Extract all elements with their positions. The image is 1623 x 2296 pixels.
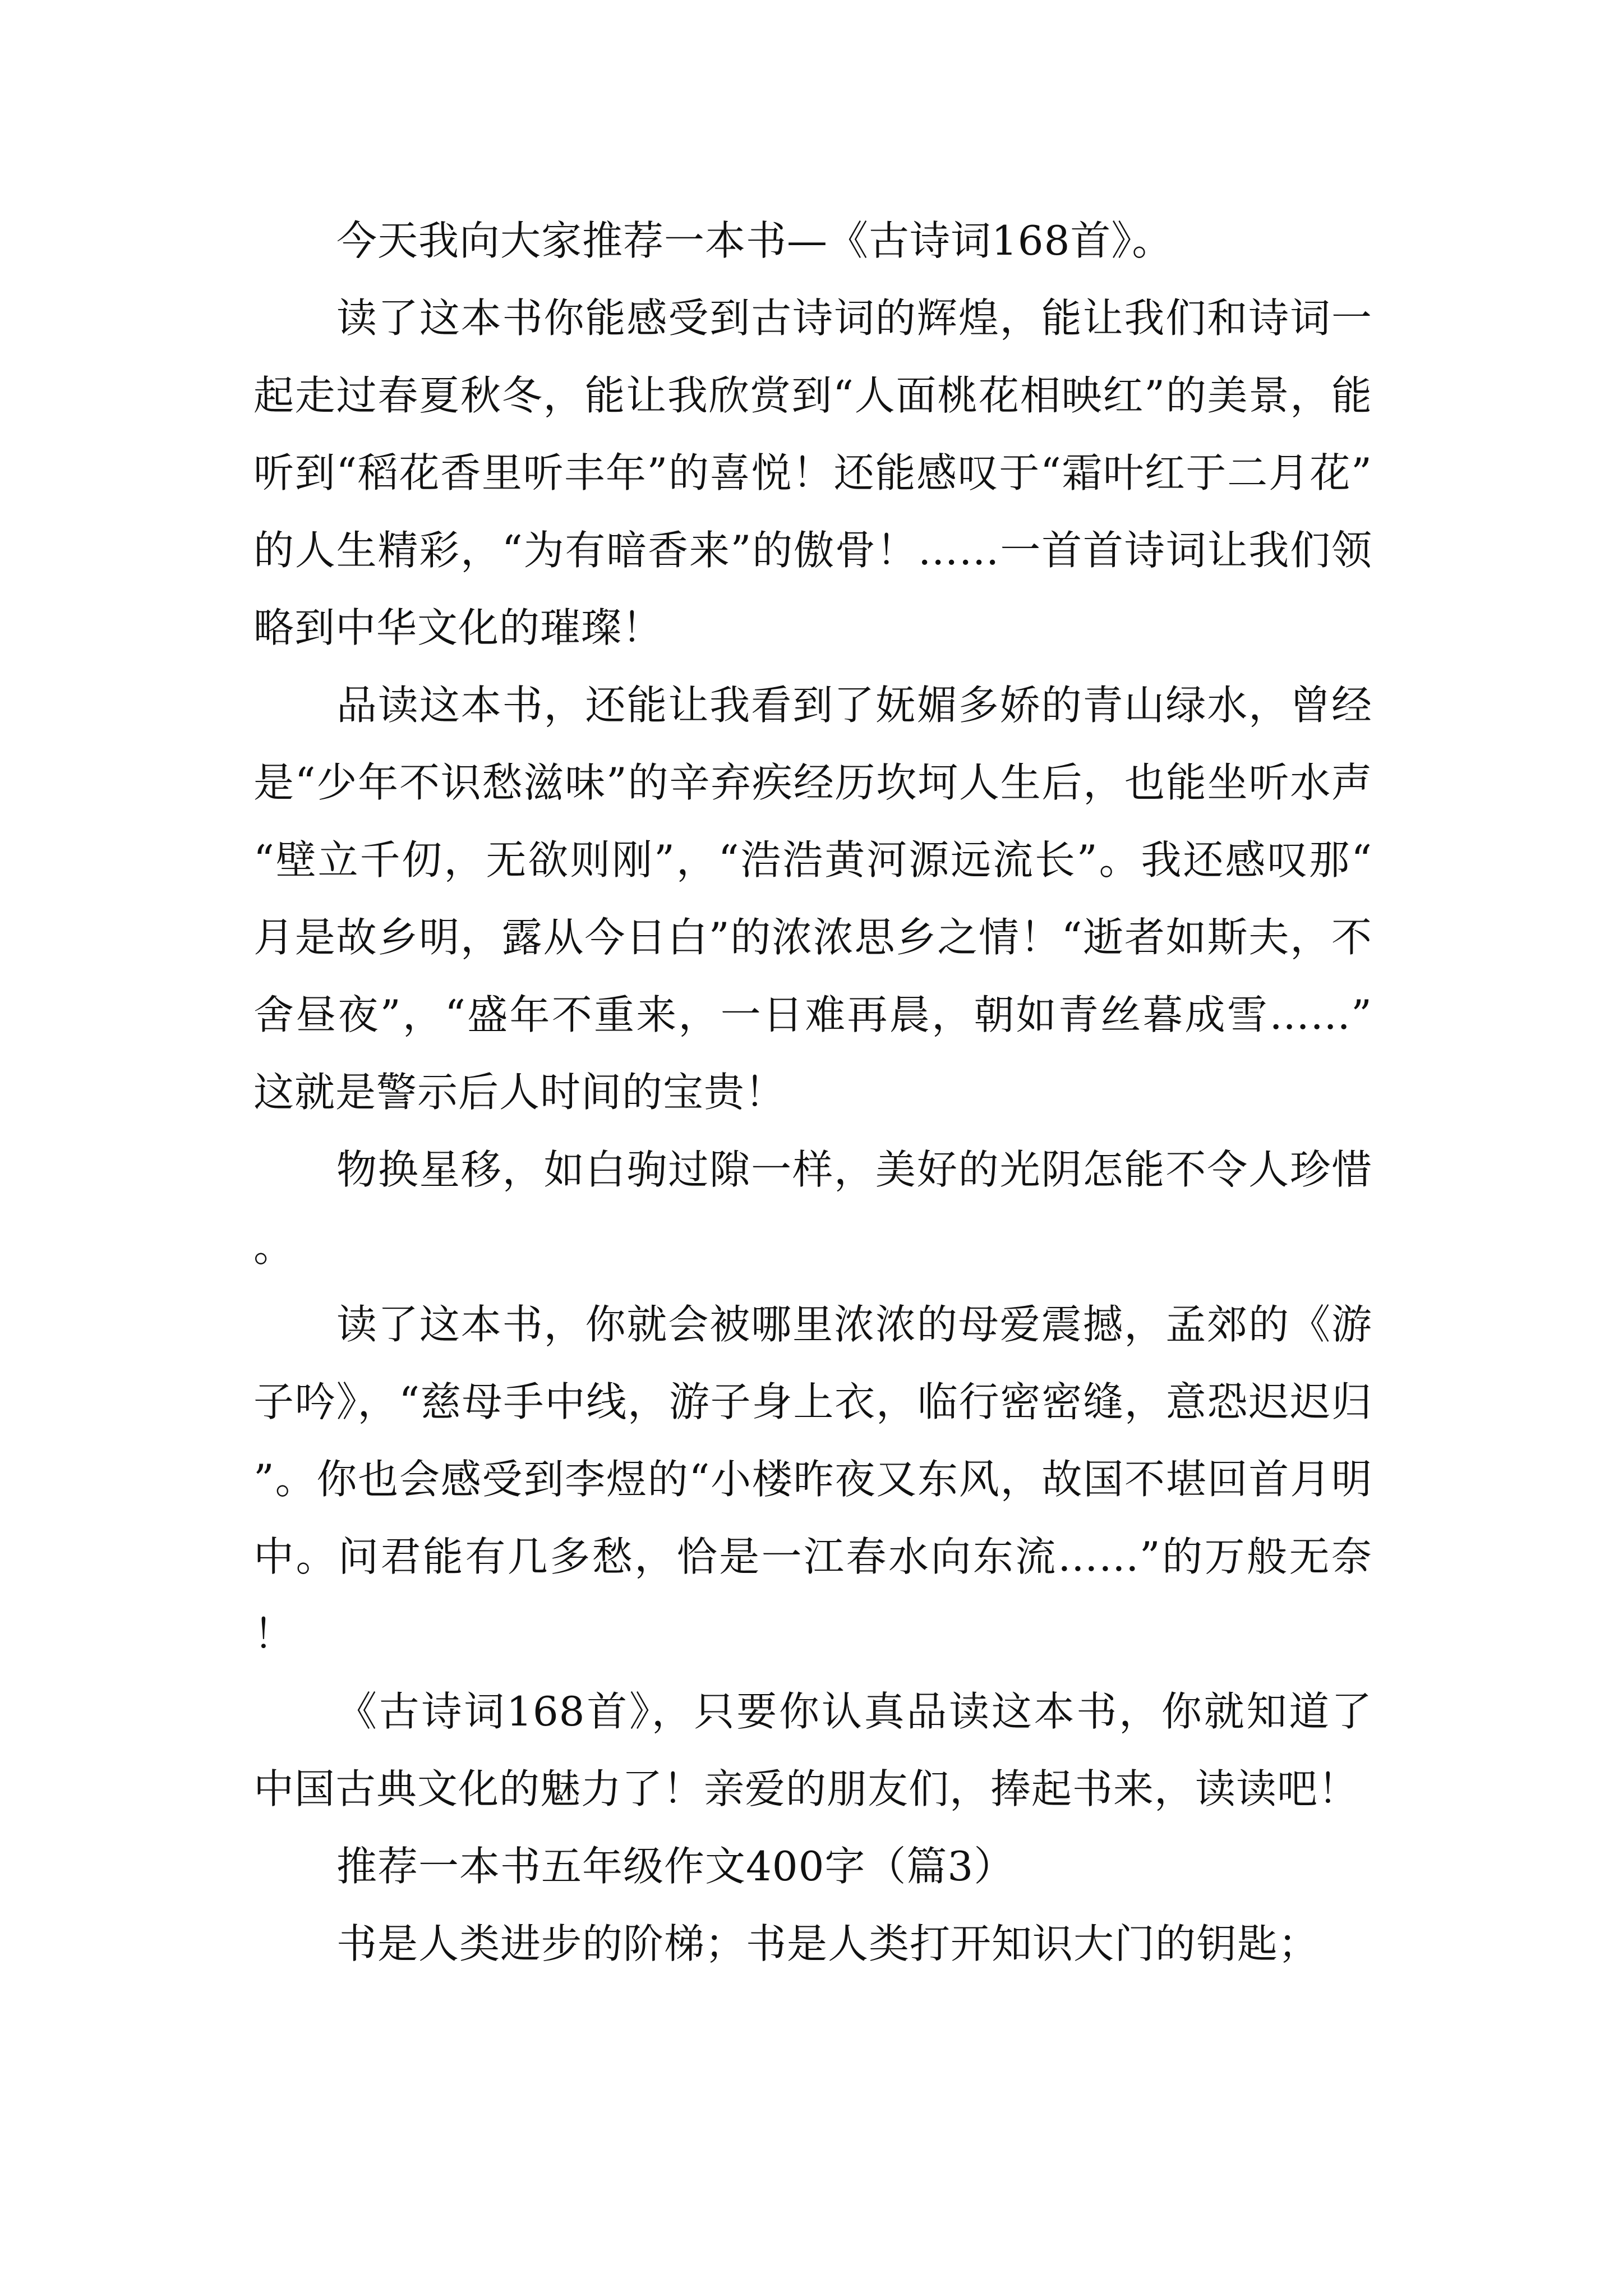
paragraph-intro: 今天我向大家推荐一本书—《古诗词168首》。 [336, 217, 1173, 264]
paragraph-landscape: 品读这本书，还能让我看到了妩媚多娇的青山绿水，曾经是“少年不识愁滋味”的辛弃疾经历坎坷人生后，也能坐听水声“壁立千仞，无欲则刚”，“浩浩黄河源远流长”。我还感叹那“月是故乡明，露从今日白”的浓浓思乡之情！“逝者如斯夫，不舍昼夜”，“盛年不重来，一日难再晨，朝如青丝暮成雪……”这就是警示后人时间的宝贵！ [253, 682, 1372, 1116]
paragraph-conclusion: 《古诗词168首》，只要你认真品读这本书，你就知道了中国古典文化的魅力了！亲爱的朋友们，捧起书来，读读吧！ [253, 1688, 1372, 1812]
paragraph-poetry-seasons: 读了这本书你能感受到古诗词的辉煌，能让我们和诗词一起走过春夏秋冬，能让我欣赏到“人面桃花相映红”的美景，能听到“稻花香里听丰年”的喜悦！还能感叹于“霜叶红于二月花”的人生精彩，“为有暗香来”的傲骨！……一首首诗词让我们领略到中华文化的璀璨！ [253, 295, 1372, 651]
paragraph-book-ladder: 书是人类进步的阶梯；书是人类打开知识大门的钥匙； [336, 1920, 1320, 1967]
document-body [253, 202, 1372, 1982]
paragraph-time: 物换星移，如白驹过隙一样，美好的光阴怎能不令人珍惜。 [253, 1146, 1372, 1271]
paragraph-mother-love: 读了这本书，你就会被哪里浓浓的母爱震撼，孟郊的《游子吟》，“慈母手中线，游子身上衣，临行密密缝，意恐迟迟归”。你也会感受到李煜的“小楼昨夜又东风，故国不堪回首月明中。问君能有几多愁，恰是一江春水向东流……”的万般无奈！ [253, 1301, 1372, 1658]
section-heading: 推荐一本书五年级作文400字（篇3） [336, 1843, 1015, 1890]
